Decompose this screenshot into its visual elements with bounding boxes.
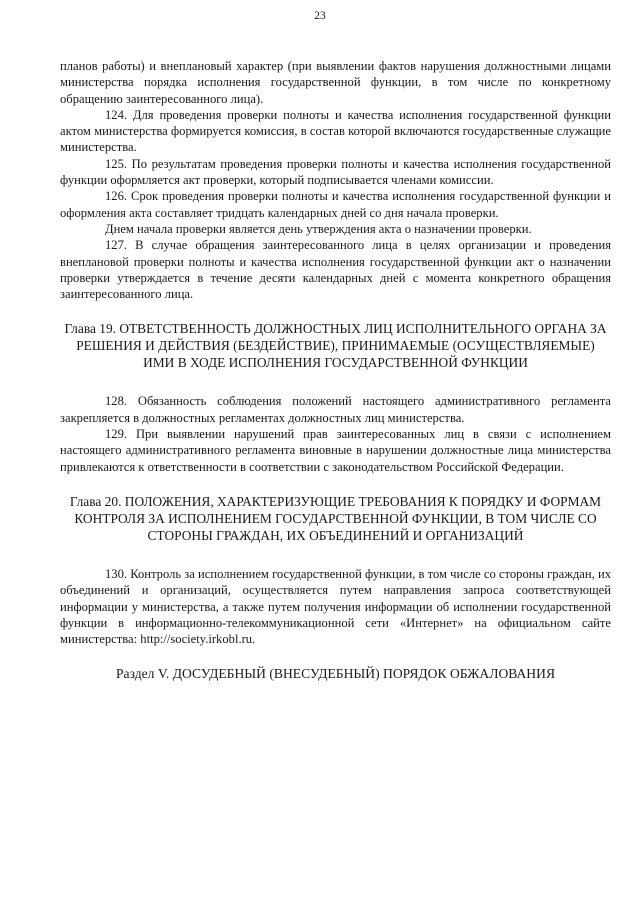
paragraph: Днем начала проверки является день утверждения акта о назначении проверки. (105, 221, 532, 236)
section-heading: Раздел V. ДОСУДЕБНЫЙ (ВНЕСУДЕБНЫЙ) ПОРЯДОК ОБЖАЛОВАНИЯ (115, 666, 556, 682)
page-number: 23 (314, 10, 326, 22)
paragraph: 127. В случае обращения заинтересованного лица в целях организации и проведения внеплановой проверки полноты и качества исполнения государственной функции акт о назначении проверки утверждается в течение десяти календарных дней с момента конкретного обращения заинтересованного лица. (60, 238, 611, 302)
paragraph: планов работы) и внеплановый характер (при выявлении фактов нарушения должностными лицами министерства порядка исполнения государственной функции, в том числе по конкретному обращению заинтересованного лица). (60, 59, 611, 106)
chapter-heading: Глава 19. ОТВЕТСТВЕННОСТЬ ДОЛЖНОСТНЫХ ЛИЦ ИСПОЛНИТЕЛЬНОГО ОРГАНА ЗА РЕШЕНИЯ И ДЕЙСТВИЯ (БЕЗДЕЙСТВИЕ), ПРИНИМАЕМЫЕ (ОСУЩЕСТВЛЯЕМЫЕ) ИМИ В ХОДЕ ИСПОЛНЕНИЯ ГОСУДАРСТВЕННОЙ ФУНКЦИИ (64, 321, 607, 371)
paragraph: 125. По результатам проведения проверки полноты и качества исполнения государственной функции оформляется акт проверки, который подписывается членами комиссии. (60, 156, 611, 188)
paragraph: 128. Обязанность соблюдения положений настоящего административного регламента закрепляется в должностных регламентах должностных лиц министерства. (60, 394, 611, 425)
chapter-heading: Глава 20. ПОЛОЖЕНИЯ, ХАРАКТЕРИЗУЮЩИЕ ТРЕБОВАНИЯ К ПОРЯДКУ И ФОРМАМ КОНТРОЛЯ ЗА ИСПОЛНЕНИЕМ ГОСУДАРСТВЕННОЙ ФУНКЦИИ, В ТОМ ЧИСЛЕ СО СТОРОНЫ ГРАЖДАН, ИХ ОБЪЕДИНЕНИЙ И ОРГАНИЗАЦИЙ (69, 493, 602, 543)
paragraph: 130. Контроль за исполнением государственной функции, в том числе со стороны граждан, их объединений и организаций, осуществляется путем направления запроса соответствующей информации у министерства, а также путем получения информации об исполнении государственной функции в информационно-телекоммуникационной сети «Интернет» на официальном сайте министерства: http://society.irkobl.ru. (60, 566, 611, 647)
document-body (60, 58, 611, 682)
paragraph: 124. Для проведения проверки полноты и качества исполнения государственной функции актом министерства формируется комиссия, в состав которой включаются государственные служащие министерства. (60, 107, 611, 155)
paragraph: 129. При выявлении нарушений прав заинтересованных лиц в связи с исполнением настоящего административного регламента виновные в нарушении должностные лица министерства привлекаются к ответственности в соответствии с законодательством Российской Федерации. (60, 427, 611, 474)
paragraph: 126. Срок проведения проверки полноты и качества исполнения государственной функции и оформления акта составляет тридцать календарных дней со дня начала проверки. (60, 189, 611, 220)
